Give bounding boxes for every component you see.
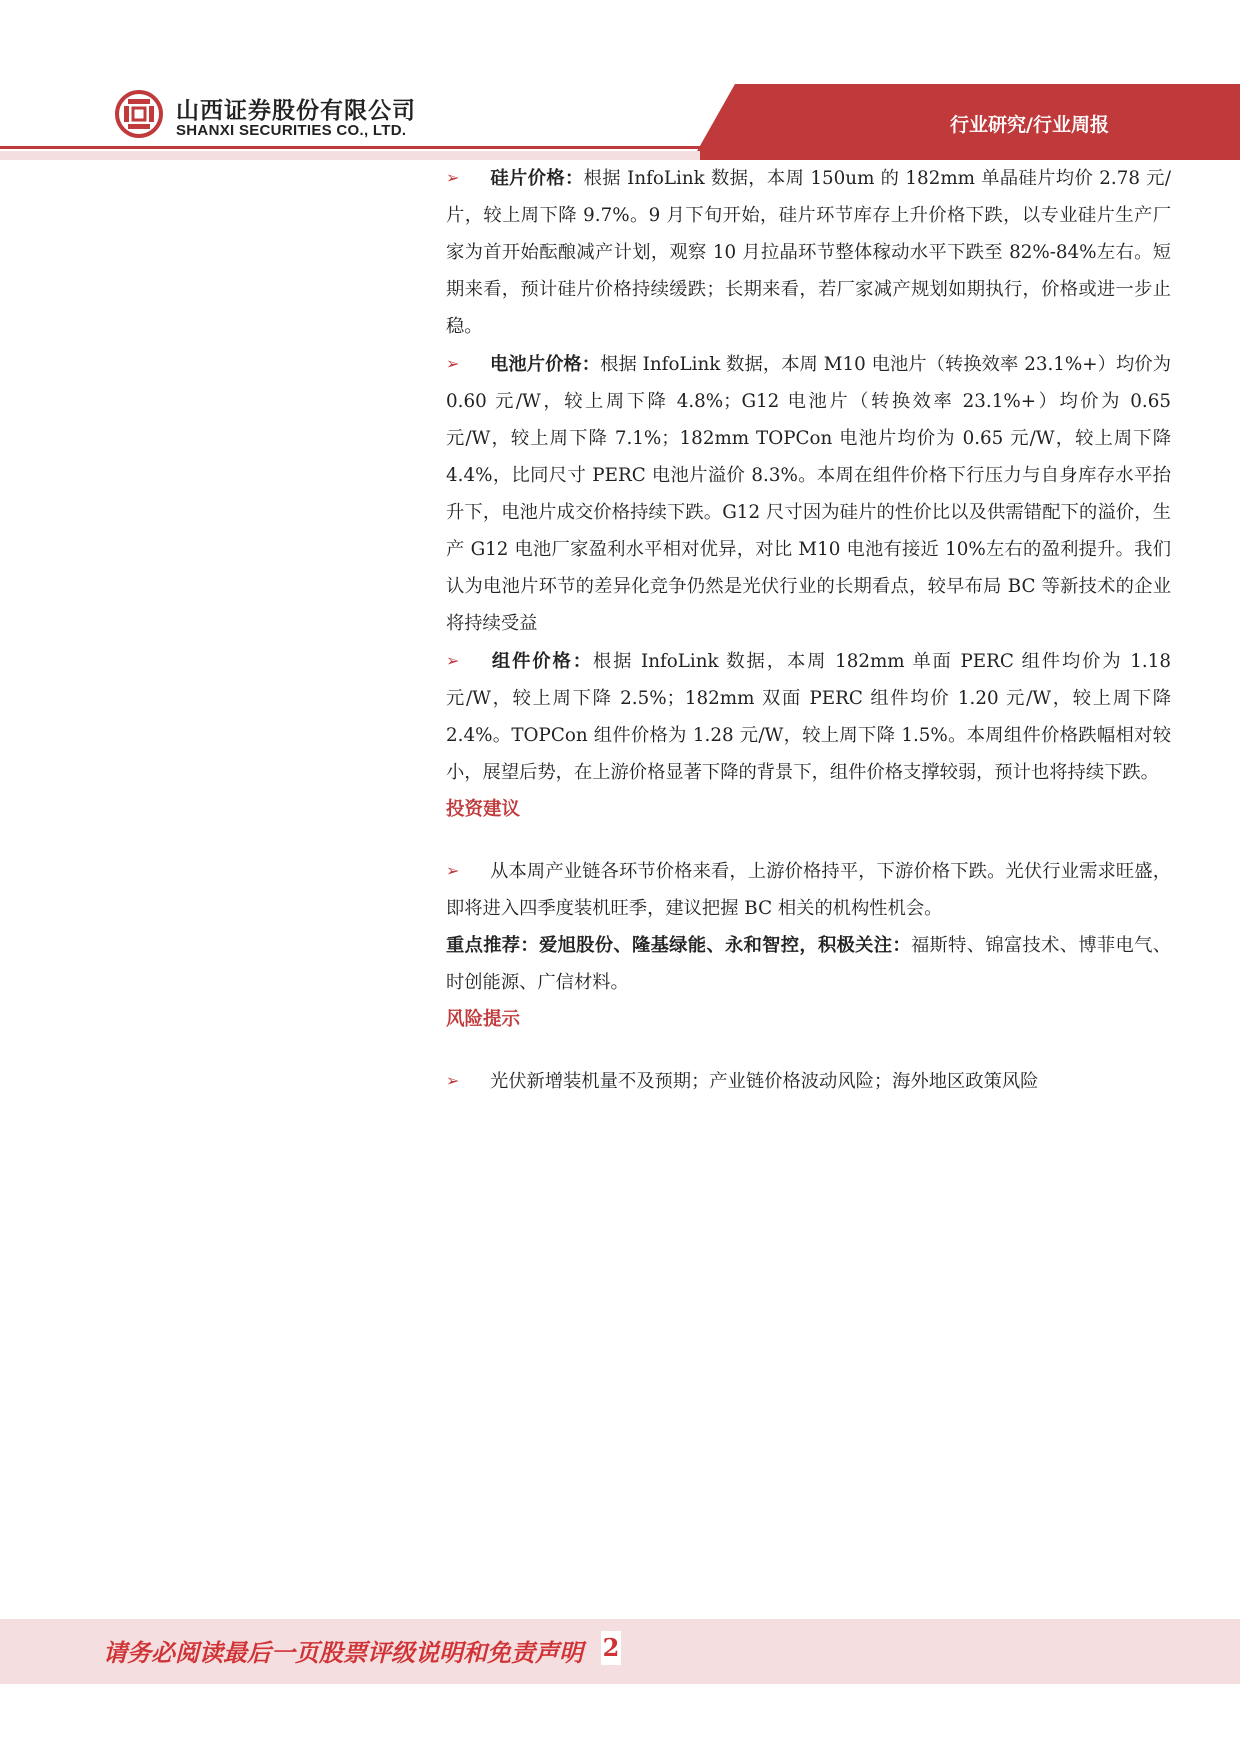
company-name-cn: 山西证券股份有限公司	[176, 98, 416, 124]
invest-advice-title: 投资建议	[446, 799, 521, 820]
spacer	[446, 1038, 1171, 1062]
risk-title: 风险提示	[446, 1009, 521, 1030]
item-lead: 硅片价格：	[490, 168, 584, 189]
item-lead: 组件价格：	[490, 651, 593, 672]
silicon-wafer-price-item	[446, 159, 1171, 345]
module-price-item	[446, 642, 1171, 791]
invest-advice-item	[446, 852, 1171, 927]
item-text: 根据 InfoLink 数据，本周 150um 的 182mm 单晶硅片均价 2.78 元/片，较上周下降 9.7%。9 月下旬开始，硅片环节库存上升价格下跌，以专业硅片生产厂家为首开始酝酿减产计划，观察 10 月拉晶环节整体稼动水平下跌至 82%-84%左右。短期来看，预计硅片价格持续缓跌；长期来看，若厂家减产规划如期执行，价格或进一步止稳。	[446, 168, 1171, 337]
item-text: 根据 InfoLink 数据，本周 M10 电池片（转换效率 23.1%+）均价为 0.60 元/W，较上周下降 4.8%；G12 电池片（转换效率 23.1%+）均价为 0.65 元/W，较上周下降 7.1%；182mm TOPCon 电池片均价为 0.65 元/W，较上周下降 4.4%，比同尺寸 PERC 电池片溢价 8.3%。本周在组件价格下行压力与自身库存水平抬升下，电池片成交价格持续下跌。G12 尺寸因为硅片的性价比以及供需错配下的溢价，生产 G12 电池厂家盈利水平相对优异，对比 M10 电池有接近 10%左右的盈利提升。我们认为电池片环节的差异化竞争仍然是光伏行业的长期看点，较早布局 BC 等新技术的企业将持续受益	[446, 354, 1171, 634]
disclaimer-notice: 请务必阅读最后一页股票评级说明和免责声明	[103, 1638, 583, 1667]
page-number: 2	[601, 1631, 621, 1665]
company-name-en: SHANXI SECURITIES CO., LTD.	[176, 122, 407, 139]
item-lead: 电池片价格：	[490, 354, 601, 375]
bullet-arrow-icon: ➢	[446, 861, 460, 880]
recommendation-text: 福斯特、锦富技术、博菲电气、时创能源、广信材料。	[446, 935, 1172, 993]
item-text: 光伏新增装机量不及预期；产业链价格波动风险；海外地区政策风险	[490, 1071, 1039, 1092]
item-text: 根据 InfoLink 数据，本周 182mm 单面 PERC 组件均价为 1.18 元/W，较上周下降 2.5%；182mm 双面 PERC 组件均价 1.20 元/W，较上周下降 2.4%。TOPCon 组件价格为 1.28 元/W，较上周下降 1.5%。本周组件价格跌幅相对较小，展望后势，在上游价格显著下降的背景下，组件价格支撑较弱，预计也将持续下跌。	[446, 651, 1172, 783]
shanxi-securities-logo-icon	[115, 90, 163, 138]
bullet-arrow-icon: ➢	[446, 1071, 460, 1090]
recommendation	[446, 927, 1171, 1001]
page-footer	[0, 1619, 1240, 1684]
item-text: 从本周产业链各环节价格来看，上游价格持平，下游价格下跌。光伏行业需求旺盛，即将进入四季度装机旺季，建议把握 BC 相关的机构性机会。	[446, 861, 1171, 919]
spacer	[446, 828, 1171, 852]
cell-price-item	[446, 345, 1171, 642]
bullet-arrow-icon: ➢	[446, 354, 460, 373]
bullet-arrow-icon: ➢	[446, 651, 460, 670]
page-header	[0, 0, 1240, 160]
report-body	[446, 159, 1171, 1100]
bullet-arrow-icon: ➢	[446, 168, 460, 187]
risk-item	[446, 1062, 1171, 1100]
report-category: 行业研究/行业周报	[950, 114, 1109, 136]
recommendation-lead: 重点推荐：爱旭股份、隆基绿能、永和智控，积极关注：	[446, 935, 911, 956]
